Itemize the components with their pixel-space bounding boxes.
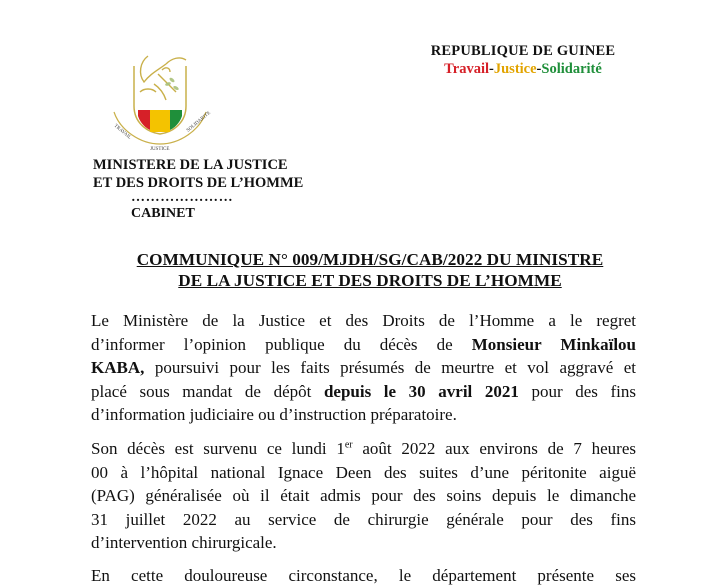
- paragraph-1-line-4: [91, 380, 636, 404]
- cabinet-label: CABINET: [131, 206, 195, 221]
- motto-travail: Travail: [444, 61, 490, 77]
- text: d’informer l’opinion publique du décès de: [91, 334, 472, 354]
- ribbon-right-text: SOLIDARITE: [186, 110, 212, 134]
- separator-dots: …………………: [131, 190, 234, 205]
- paragraph-1: [91, 309, 636, 427]
- stripe-yellow: [150, 110, 170, 132]
- motto-solidarite: Solidarité: [541, 61, 602, 77]
- ministry-name-line-1: MINISTERE DE LA JUSTICE: [93, 157, 288, 173]
- national-motto: [418, 61, 628, 78]
- paragraph-3: [91, 564, 636, 588]
- paragraph-2-line-3: (PAG) généralisée où il était admis pour des soins depuis le dimanche: [91, 486, 636, 505]
- coat-of-arms-icon: [100, 44, 220, 152]
- motto-dash-2: -: [536, 61, 542, 77]
- deceased-surname: KABA,: [91, 358, 145, 377]
- paragraph-2: [91, 437, 636, 555]
- text: Son décès est survenu ce lundi 1: [91, 439, 345, 458]
- deceased-name: Monsieur Minkaïlou: [471, 334, 637, 354]
- ribbon-left-text: TRAVAIL: [112, 123, 132, 141]
- communique-title-line-2: DE LA JUSTICE ET DES DROITS DE L’HOMME: [178, 271, 562, 290]
- text: pour des fins: [518, 381, 636, 401]
- paragraph-1-line-5: d’information judiciaire ou d’instruction préparatoire.: [91, 405, 457, 424]
- communique-title-line-1: COMMUNIQUE N° 009/MJDH/SG/CAB/2022 DU MINISTRE: [136, 250, 604, 269]
- paragraph-2-line-4: 31 juillet 2022 au service de chirurgie générale pour des fins: [91, 509, 636, 529]
- ribbon-center-text: JUSTICE: [150, 147, 170, 152]
- text: poursuivi pour les faits présumés de meurtre et vol aggravé et: [144, 358, 636, 377]
- country-name: REPUBLIQUE DE GUINEE: [430, 43, 616, 59]
- text: août 2022 aux environs de 7 heures: [352, 439, 636, 458]
- paragraph-3-line-1: En cette douloureuse circonstance, le département présente ses: [91, 566, 636, 585]
- ordinal-superscript: er: [344, 439, 353, 451]
- motto-justice: Justice: [493, 61, 537, 77]
- paragraph-2-line-2: 00 à l’hôpital national Ignace Deen des suites d’une péritonite aiguë: [91, 462, 636, 482]
- paragraph-2-line-5: d’intervention chirurgicale.: [91, 533, 277, 552]
- paragraph-1-line-3: [91, 356, 636, 380]
- paragraph-1-line-2: [91, 333, 636, 357]
- text: placé sous mandat de dépôt: [91, 381, 324, 401]
- paragraph-1-line-1: Le Ministère de la Justice et des Droits de l’Homme a le regret: [91, 311, 636, 330]
- paragraph-2-line-1: [91, 437, 636, 461]
- ministry-name-line-2: ET DES DROITS DE L’HOMME: [93, 175, 304, 191]
- motto-dash-1: -: [489, 61, 494, 77]
- detention-date: depuis le 30 avril 2021: [323, 381, 519, 401]
